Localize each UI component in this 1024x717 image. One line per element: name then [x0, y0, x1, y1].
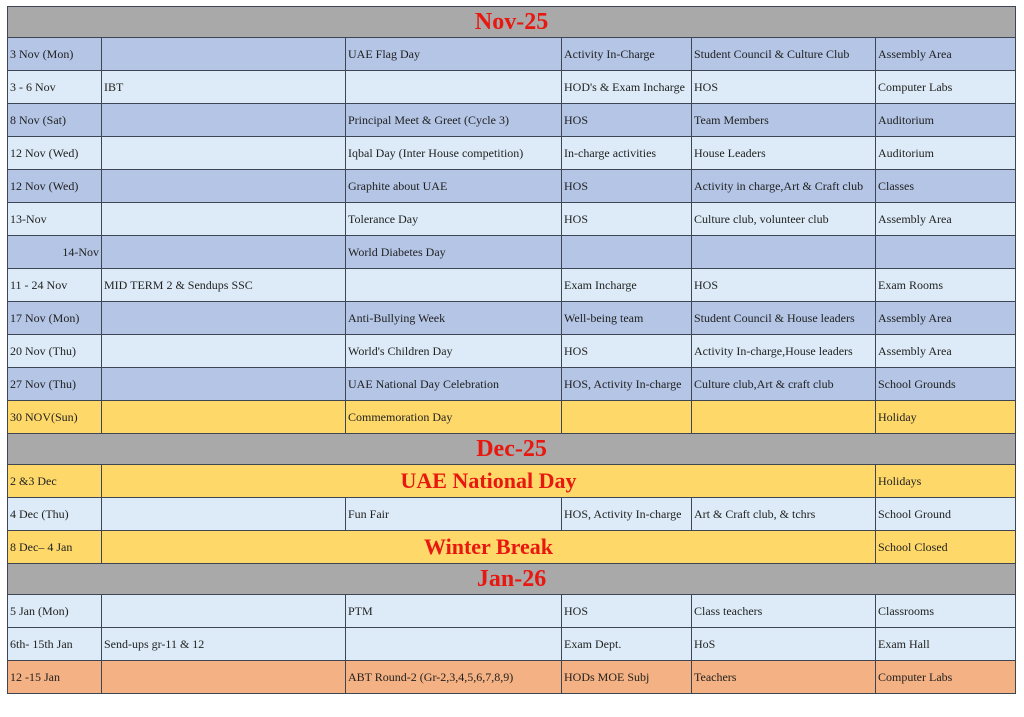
date-cell: 11 - 24 Nov	[8, 269, 102, 302]
team-cell: Culture club, volunteer club	[692, 203, 876, 236]
activity-cell: World's Children Day	[346, 335, 562, 368]
incharge-cell: Exam Dept.	[562, 628, 692, 661]
table-row	[8, 302, 1016, 335]
date-cell: 12 Nov (Wed)	[8, 170, 102, 203]
activity-cell: Tolerance Day	[346, 203, 562, 236]
table-row	[8, 465, 1016, 498]
activity-cell: PTM	[346, 595, 562, 628]
table-row	[8, 531, 1016, 564]
venue-cell: Classes	[876, 170, 1016, 203]
team-cell: HoS	[692, 628, 876, 661]
date-cell: 2 &3 Dec	[8, 465, 102, 498]
team-cell: Class teachers	[692, 595, 876, 628]
incharge-cell: HOS	[562, 203, 692, 236]
date-cell: 8 Nov (Sat)	[8, 104, 102, 137]
event-cell	[102, 170, 346, 203]
venue-cell: Assembly Area	[876, 203, 1016, 236]
incharge-cell: HOS	[562, 170, 692, 203]
event-cell	[102, 401, 346, 434]
table-row	[8, 170, 1016, 203]
team-cell: Activity In-charge,House leaders	[692, 335, 876, 368]
activity-cell	[346, 71, 562, 104]
team-cell	[692, 236, 876, 269]
date-cell: 8 Dec– 4 Jan	[8, 531, 102, 564]
table-row	[8, 368, 1016, 401]
venue-cell: School Grounds	[876, 368, 1016, 401]
team-cell: Teachers	[692, 661, 876, 694]
date-cell: 3 - 6 Nov	[8, 71, 102, 104]
team-cell: HOS	[692, 269, 876, 302]
venue-cell	[876, 236, 1016, 269]
month-header-row	[8, 7, 1016, 38]
date-cell: 12 -15 Jan	[8, 661, 102, 694]
incharge-cell: Exam Incharge	[562, 269, 692, 302]
event-cell: IBT	[102, 71, 346, 104]
event-cell	[102, 104, 346, 137]
date-cell: 14-Nov	[8, 236, 102, 269]
venue-cell: Assembly Area	[876, 38, 1016, 71]
incharge-cell: HOS	[562, 595, 692, 628]
date-cell: 17 Nov (Mon)	[8, 302, 102, 335]
incharge-cell	[562, 401, 692, 434]
month-header: Dec-25	[8, 434, 1016, 465]
date-cell: 13-Nov	[8, 203, 102, 236]
incharge-cell: HOS, Activity In-charge	[562, 368, 692, 401]
incharge-cell: In-charge activities	[562, 137, 692, 170]
incharge-cell: HODs MOE Subj	[562, 661, 692, 694]
table-row	[8, 71, 1016, 104]
table-row	[8, 104, 1016, 137]
activity-cell: Anti-Bullying Week	[346, 302, 562, 335]
table-row	[8, 335, 1016, 368]
date-cell: 27 Nov (Thu)	[8, 368, 102, 401]
event-cell	[102, 236, 346, 269]
venue-cell: Holiday	[876, 401, 1016, 434]
table-row	[8, 269, 1016, 302]
venue-cell: Computer Labs	[876, 661, 1016, 694]
team-cell: Art & Craft club, & tchrs	[692, 498, 876, 531]
event-cell	[102, 595, 346, 628]
table-row	[8, 38, 1016, 71]
venue-cell: Classrooms	[876, 595, 1016, 628]
event-cell: MID TERM 2 & Sendups SSC	[102, 269, 346, 302]
event-cell	[102, 203, 346, 236]
team-cell: Student Council & Culture Club	[692, 38, 876, 71]
activity-cell: World Diabetes Day	[346, 236, 562, 269]
event-cell	[102, 38, 346, 71]
table-row	[8, 137, 1016, 170]
table-row	[8, 628, 1016, 661]
table-row	[8, 498, 1016, 531]
activity-cell: UAE National Day Celebration	[346, 368, 562, 401]
event-cell	[102, 498, 346, 531]
venue-cell: Computer Labs	[876, 71, 1016, 104]
table-row	[8, 236, 1016, 269]
table-row	[8, 401, 1016, 434]
team-cell	[692, 401, 876, 434]
month-header: Jan-26	[8, 564, 1016, 595]
table-row	[8, 661, 1016, 694]
banner-cell: UAE National Day	[102, 465, 876, 498]
month-header-row	[8, 564, 1016, 595]
incharge-cell: HOD's & Exam Incharge	[562, 71, 692, 104]
incharge-cell: Activity In-Charge	[562, 38, 692, 71]
venue-cell: Auditorium	[876, 104, 1016, 137]
calendar-table	[7, 6, 1016, 694]
event-cell	[102, 661, 346, 694]
event-cell	[102, 368, 346, 401]
date-cell: 12 Nov (Wed)	[8, 137, 102, 170]
team-cell: House Leaders	[692, 137, 876, 170]
month-header: Nov-25	[8, 7, 1016, 38]
event-cell	[102, 302, 346, 335]
venue-cell: Holidays	[876, 465, 1016, 498]
date-cell: 30 NOV(Sun)	[8, 401, 102, 434]
activity-cell: Iqbal Day (Inter House competition)	[346, 137, 562, 170]
venue-cell: Exam Rooms	[876, 269, 1016, 302]
venue-cell: School Ground	[876, 498, 1016, 531]
date-cell: 3 Nov (Mon)	[8, 38, 102, 71]
venue-cell: School Closed	[876, 531, 1016, 564]
incharge-cell: HOS, Activity In-charge	[562, 498, 692, 531]
date-cell: 4 Dec (Thu)	[8, 498, 102, 531]
team-cell: HOS	[692, 71, 876, 104]
incharge-cell	[562, 236, 692, 269]
incharge-cell: HOS	[562, 335, 692, 368]
activity-cell	[346, 269, 562, 302]
activity-cell: Principal Meet & Greet (Cycle 3)	[346, 104, 562, 137]
event-cell	[102, 137, 346, 170]
team-cell: Team Members	[692, 104, 876, 137]
date-cell: 5 Jan (Mon)	[8, 595, 102, 628]
venue-cell: Auditorium	[876, 137, 1016, 170]
team-cell: Activity in charge,Art & Craft club	[692, 170, 876, 203]
incharge-cell: Well-being team	[562, 302, 692, 335]
banner-cell: Winter Break	[102, 531, 876, 564]
activity-cell: UAE Flag Day	[346, 38, 562, 71]
venue-cell: Assembly Area	[876, 302, 1016, 335]
table-row	[8, 203, 1016, 236]
month-header-row	[8, 434, 1016, 465]
activity-cell: ABT Round-2 (Gr-2,3,4,5,6,7,8,9)	[346, 661, 562, 694]
date-cell: 20 Nov (Thu)	[8, 335, 102, 368]
activity-cell	[346, 628, 562, 661]
table-row	[8, 595, 1016, 628]
activity-cell: Fun Fair	[346, 498, 562, 531]
event-cell: Send-ups gr-11 & 12	[102, 628, 346, 661]
date-cell: 6th- 15th Jan	[8, 628, 102, 661]
incharge-cell: HOS	[562, 104, 692, 137]
activity-cell: Commemoration Day	[346, 401, 562, 434]
activity-cell: Graphite about UAE	[346, 170, 562, 203]
venue-cell: Exam Hall	[876, 628, 1016, 661]
team-cell: Student Council & House leaders	[692, 302, 876, 335]
venue-cell: Assembly Area	[876, 335, 1016, 368]
team-cell: Culture club,Art & craft club	[692, 368, 876, 401]
event-cell	[102, 335, 346, 368]
